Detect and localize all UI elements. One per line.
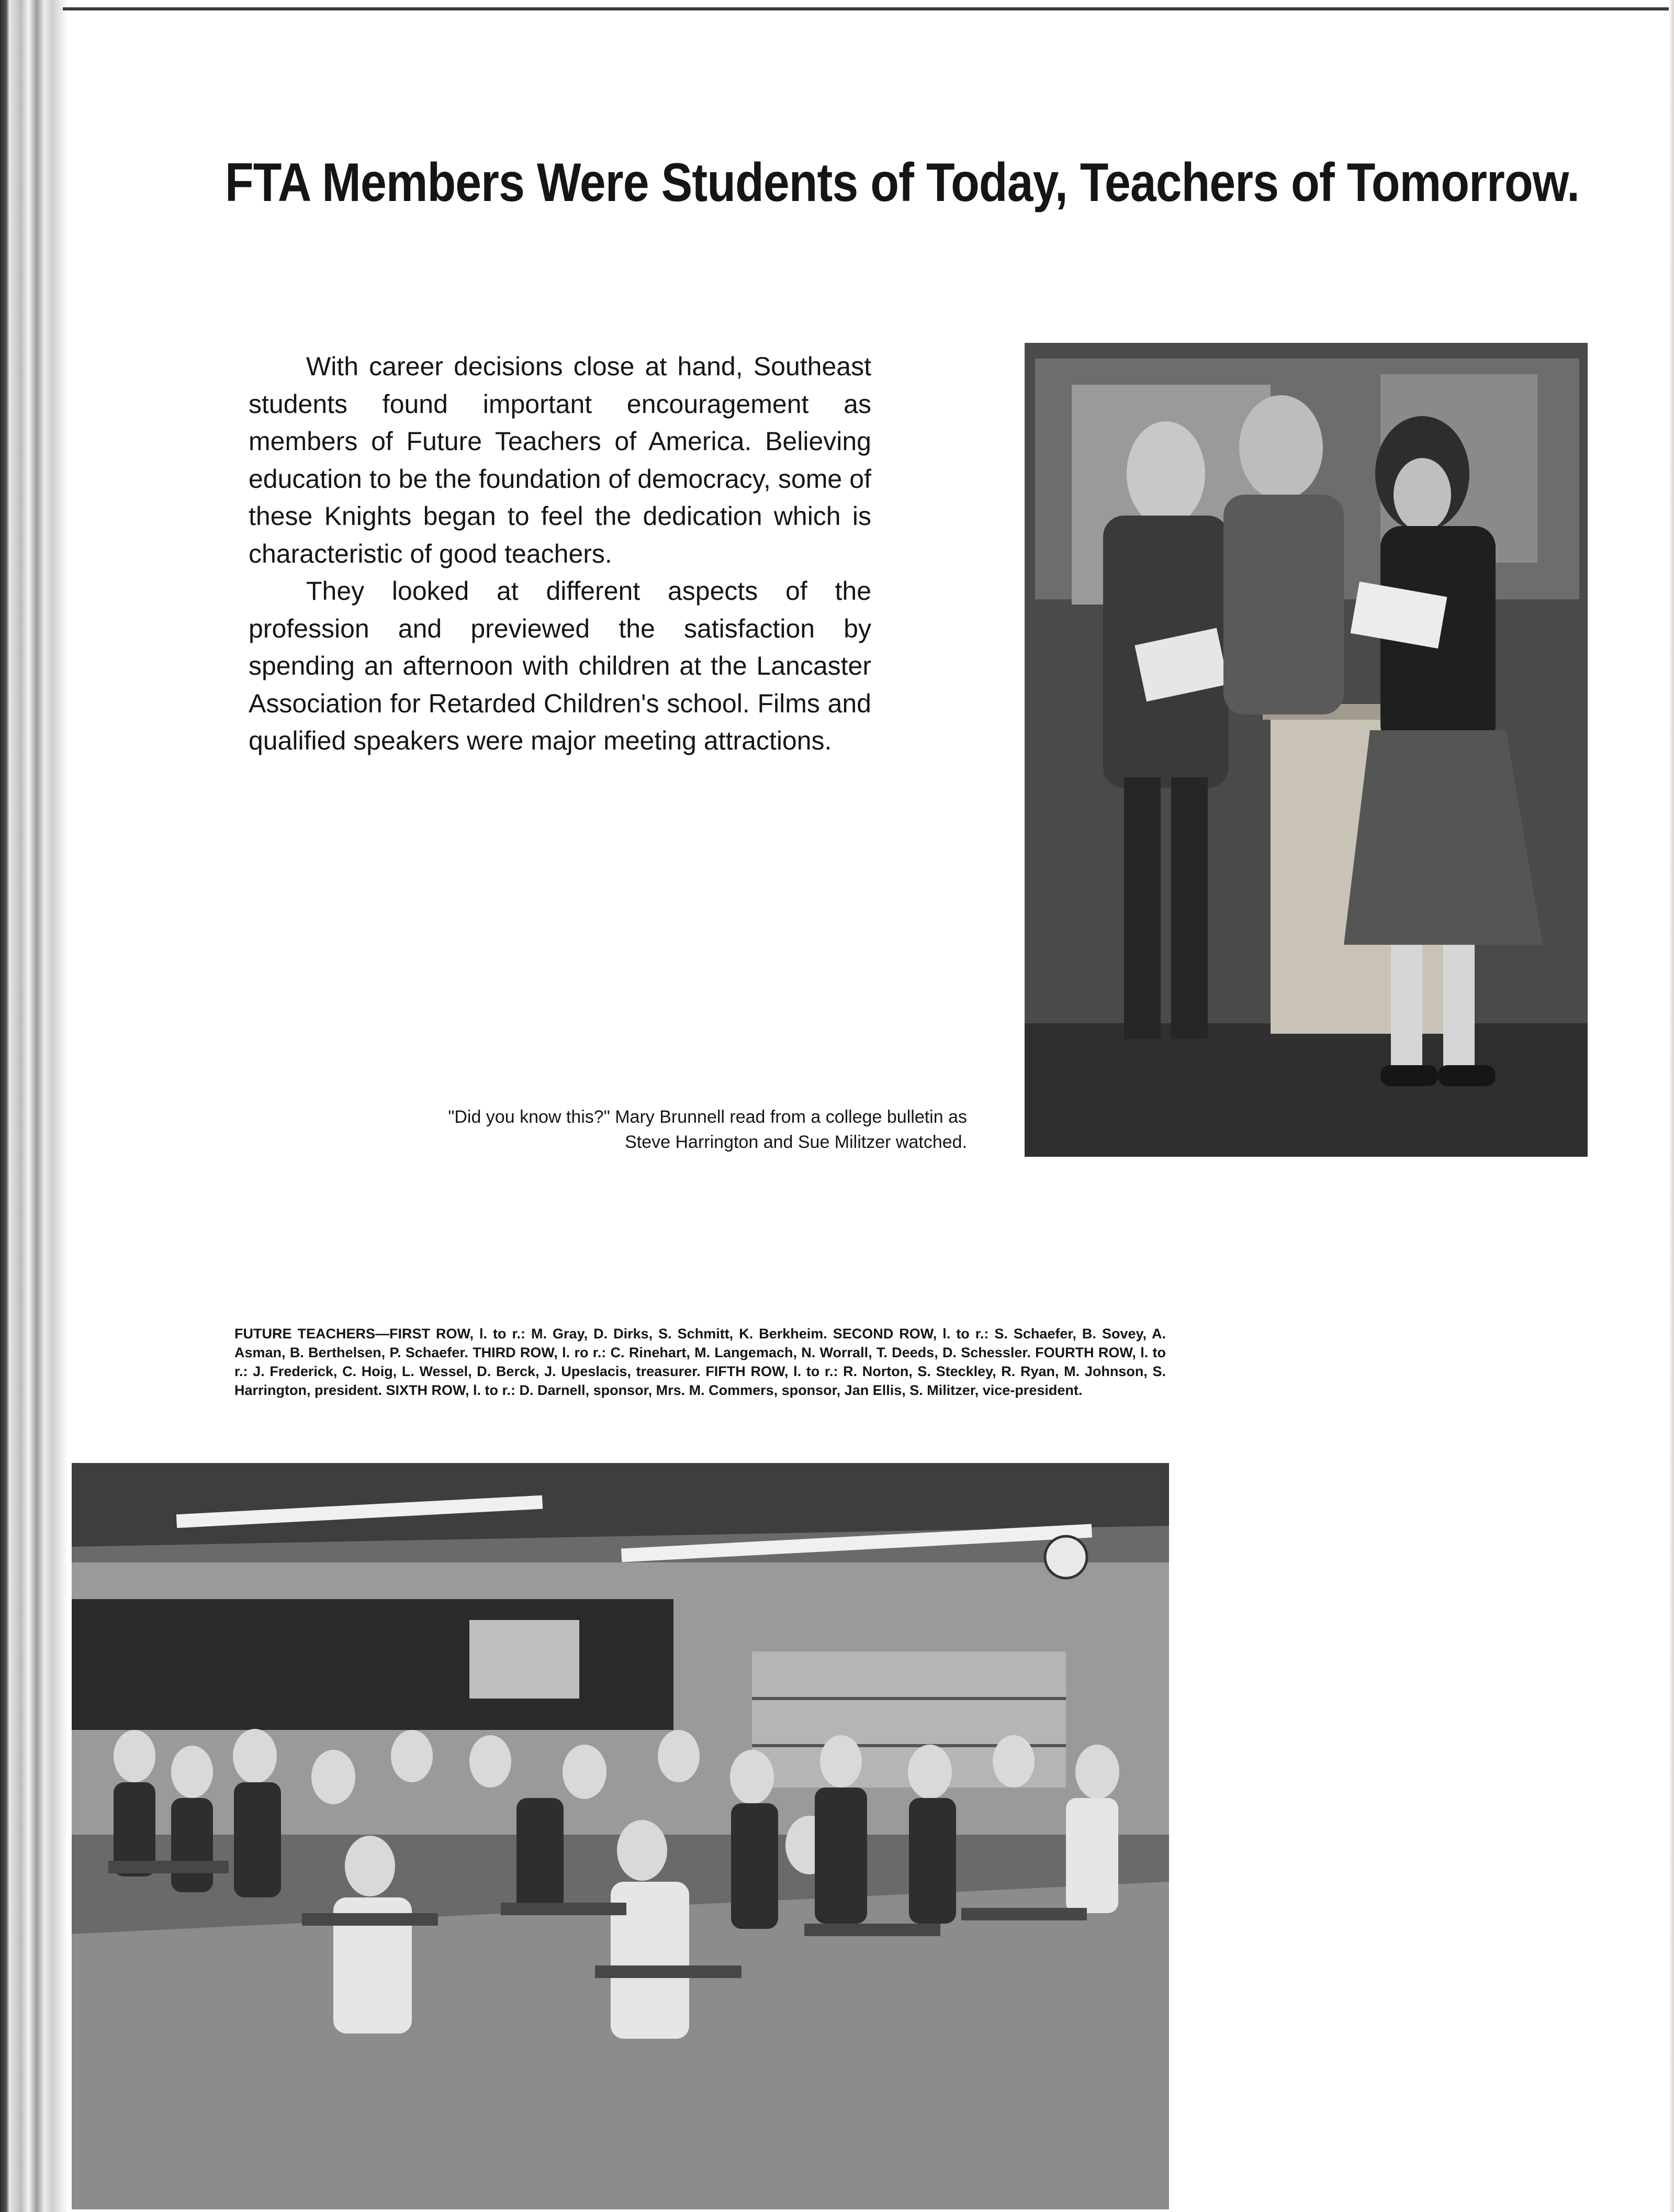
paragraph-1: With career decisions close at hand, Southeast students found important encouragement as members of Future Teachers of America. Believing education to be the foundation of democracy, some of these Knights began to feel the dedication which is characteristic of good teachers. [249, 352, 871, 568]
page-title: FTA Members Were Students of Today, Teachers of Tomorrow. [225, 152, 1580, 213]
article-body [249, 348, 871, 760]
photo-students-reading [1025, 343, 1588, 1157]
paragraph-2: They looked at different aspects of the profession and previewed the satisfaction by spending an afternoon with children at the Lancaster Association for Retarded Children's school. Films and qualified speakers were major meeting attractions. [249, 576, 871, 755]
photo-future-teachers-group-illustration [72, 1463, 1169, 2209]
book-binding-edge [0, 0, 68, 2212]
photo-students-reading-illustration [1025, 343, 1588, 1157]
group-photo-caption: FUTURE TEACHERS—FIRST ROW, l. to r.: M. Gray, D. Dirks, S. Schmitt, K. Berkheim. SECOND ROW, l. to r.: S. Schaefer, B. Sovey, A. Asman, B. Berthelsen, P. Schaefer. THIRD ROW, l. ro r.: C. Rinehart, M. Langemach, N. Worrall, T. Deeds, D. Schessler. FOURTH ROW, l. to r.: J. Frederick, C. Hoig, L. Wessel, D. Berck, J. Upeslacis, treasurer. FIFTH ROW, l. to r.: R. Norton, S. Steckley, R. Ryan, M. Johnson, S. Harrington, president. SIXTH ROW, l. to r.: D. Darnell, sponsor, Mrs. M. Commers, sponsor, Jan Ellis, S. Militzer, vice-president. [234, 1326, 1166, 1398]
page-right-edge [1669, 0, 1674, 2212]
page-top-edge [63, 7, 1674, 10]
photo-future-teachers-group [72, 1463, 1169, 2209]
photo-caption: "Did you know this?" Mary Brunnell read from a college bulletin as Steve Harrington and Sue Militzer watched. [448, 1107, 967, 1152]
